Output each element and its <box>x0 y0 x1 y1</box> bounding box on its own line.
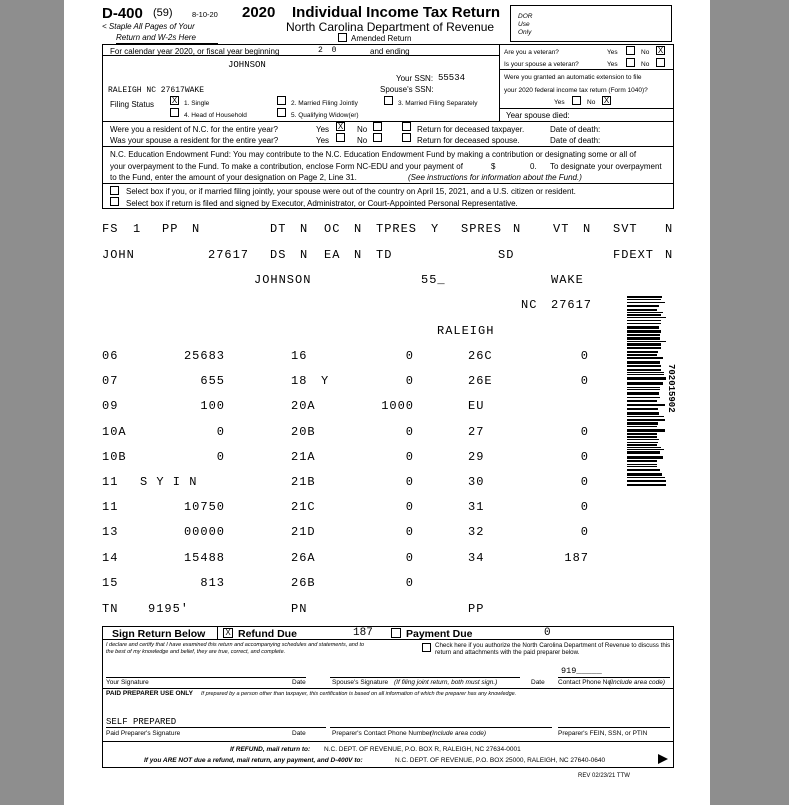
mfj-checkbox[interactable] <box>277 96 286 105</box>
self-prepared-value[interactable]: SELF PREPARED <box>106 717 177 727</box>
line-value: 1000 <box>381 399 414 413</box>
line-number: 21A <box>291 450 316 464</box>
line-number: 14 <box>102 551 119 565</box>
barcode-bar <box>627 447 661 448</box>
barcode-bar <box>627 389 660 390</box>
barcode-bar <box>627 466 657 467</box>
barcode-bar <box>627 347 661 349</box>
authorize-preparer-checkbox[interactable] <box>422 643 431 652</box>
barcode-bar <box>627 433 657 435</box>
fs-mfj-label: 2. Married Filing Jointly <box>291 100 358 107</box>
barcode-bar <box>627 337 660 340</box>
barcode-bar <box>627 296 662 298</box>
line-number: 32 <box>468 525 485 539</box>
amended-label: Amended Return <box>351 34 412 43</box>
line-number: EU <box>468 399 485 413</box>
fs-single-label: 1. Single <box>184 100 210 107</box>
refund-due-label: Refund Due <box>238 628 297 640</box>
extension-no-checkbox[interactable]: X <box>603 96 610 105</box>
barcode-bar <box>627 387 660 388</box>
calendar-year-label: For calendar year 2020, or fiscal year beginning <box>110 47 280 56</box>
barcode-bar <box>627 408 658 410</box>
line-value: 813 <box>200 576 225 590</box>
barcode-bar <box>627 426 657 427</box>
line-value: 10750 <box>183 500 225 514</box>
deceased-sp-label: Return for deceased spouse. <box>417 136 520 145</box>
line-number: 29 <box>468 450 485 464</box>
mfs-checkbox[interactable] <box>384 96 393 105</box>
barcode-bar <box>627 354 657 356</box>
barcode-bar <box>627 480 666 482</box>
line-number: 21B <box>291 475 316 489</box>
barcode-bar <box>627 369 661 371</box>
barcode-bar <box>627 334 660 336</box>
extension-question-2: your 2020 federal income tax return (Form 1040)? <box>504 87 648 94</box>
line-number: 10A <box>102 425 127 439</box>
barcode-bar <box>627 449 664 450</box>
barcode-bar <box>627 305 659 307</box>
veteran-question: Are you a veteran? <box>504 49 559 56</box>
barcode-bar <box>627 460 657 462</box>
ending-label: and ending <box>370 47 410 56</box>
line-number: 16 <box>291 349 308 363</box>
barcode-bar <box>627 377 666 380</box>
line-number: 26C <box>468 349 493 363</box>
barcode-bar <box>627 343 661 346</box>
staple-note-2: Return and W-2s Here <box>116 33 196 42</box>
spouse-resident-yes-checkbox[interactable] <box>336 133 345 142</box>
payment-due-label: Payment Due <box>406 628 473 640</box>
out-of-country-checkbox[interactable] <box>110 186 119 195</box>
line-value: 25683 <box>183 349 225 363</box>
line-number: 21D <box>291 525 316 539</box>
barcode-bar <box>627 469 660 471</box>
barcode-bar <box>627 412 659 415</box>
deceased-tp-label: Return for deceased taxpayer. <box>417 125 525 134</box>
barcode-bar <box>627 416 664 417</box>
line-value: 0 <box>405 349 414 363</box>
dor-use-box: DOR Use Only <box>510 5 672 42</box>
line-number: 20B <box>291 425 316 439</box>
spouse-resident-no-checkbox[interactable] <box>373 133 382 142</box>
line-value: 0 <box>405 576 414 590</box>
refund-due-checkbox[interactable]: X <box>223 628 233 638</box>
line-flag: Y <box>321 374 330 388</box>
form-title: Individual Income Tax Return <box>292 4 501 21</box>
line-number: 26A <box>291 551 316 565</box>
line-value: 0 <box>216 425 225 439</box>
line-number: 07 <box>102 374 119 388</box>
fs-hoh-label: 4. Head of Household <box>184 112 247 119</box>
refund-due-amount[interactable]: 187 <box>353 627 373 639</box>
barcode-bar <box>627 330 661 333</box>
line-value: 0 <box>216 450 225 464</box>
barcode-bar <box>627 351 658 353</box>
barcode-bar <box>627 382 663 385</box>
line-number: 26E <box>468 374 493 388</box>
barcode-icon <box>624 296 670 492</box>
line-value: S Y I N <box>140 475 198 489</box>
resident-no-checkbox[interactable] <box>373 122 382 131</box>
barcode-bar <box>627 451 660 454</box>
authorize-preparer-text: Check here if you authorize the North Carolina Department of Revenue to discuss this return and attachments with the paid preparer below. <box>435 642 671 656</box>
barcode-bar <box>627 473 662 476</box>
barcode-bar <box>627 397 660 398</box>
barcode-bar <box>627 312 663 313</box>
line-value: 0 <box>405 500 414 514</box>
barcode-bar <box>627 436 657 438</box>
barcode-bar <box>627 442 658 443</box>
line-value: 0 <box>580 500 589 514</box>
veteran-yes-checkbox[interactable] <box>626 46 635 55</box>
barcode-bar <box>627 357 663 359</box>
spouse-veteran-no-checkbox[interactable] <box>656 58 665 67</box>
contact-phone-value[interactable]: 919_____ <box>561 666 602 676</box>
fiscal-year-begin[interactable]: 2 0 <box>318 46 339 55</box>
deceased-tp-checkbox[interactable] <box>402 122 411 131</box>
spouse-resident-question: Was your spouse a resident for the entire year? <box>110 136 279 145</box>
line-number: 30 <box>468 475 485 489</box>
dod-tp-label: Date of death: <box>550 125 601 134</box>
line-number: 11 <box>102 500 119 514</box>
address-field[interactable]: RALEIGH NC 27617WAKE <box>108 86 205 95</box>
veteran-no-checkbox[interactable]: X <box>657 46 664 55</box>
line-number: 34 <box>468 551 485 565</box>
spouse-ssn-label: Spouse's SSN: <box>380 85 434 94</box>
widow-checkbox[interactable] <box>277 108 286 117</box>
fs-widow-label: 5. Qualifying Widow(er) <box>291 112 359 119</box>
barcode-bar <box>627 444 657 446</box>
line-value: 0 <box>580 525 589 539</box>
barcode-bar <box>627 341 666 342</box>
line-number: 13 <box>102 525 119 539</box>
line-number: 09 <box>102 399 119 413</box>
line-value: 0 <box>405 450 414 464</box>
barcode-bar <box>627 309 657 311</box>
line-value: 0 <box>405 425 414 439</box>
paid-preparer-label: PAID PREPARER USE ONLY <box>106 690 193 697</box>
line-value: 655 <box>200 374 225 388</box>
line-value: 0 <box>580 425 589 439</box>
line-number: 26B <box>291 576 316 590</box>
sign-return-label: Sign Return Below <box>112 628 206 640</box>
payment-due-checkbox[interactable] <box>391 628 401 638</box>
dept-name: North Carolina Department of Revenue <box>286 20 495 34</box>
spouse-veteran-yes-checkbox[interactable] <box>626 58 635 67</box>
barcode-bar <box>627 456 663 459</box>
barcode-bar <box>627 323 661 324</box>
barcode-bar <box>627 477 665 478</box>
barcode-bar <box>627 422 658 425</box>
fs-mfs-label: 3. Married Filing Separately <box>398 100 478 107</box>
extension-yes-checkbox[interactable] <box>572 96 581 105</box>
amended-checkbox[interactable] <box>338 33 347 42</box>
form-id: D-400 <box>102 5 143 22</box>
tax-form-page: D-400 (59) 8-10-20 2020 Individual Income Tax Return North Carolina Department of Revenue Amended Return < Staple All Pages of Your Return and W-2s Here DOR Use Only For calendar year 2020, or fiscal year beginning 2 0 and ending JOHNSON Your SSN: 55534 Spouse's SSN: RALEIGH NC 27617WAKE Filing Status X 1. Single 2. Married Filing Jointly 3. Married Filing Separately 4. Head of Household 5. Qualifying Widow(er) Are you a veteran? Is your spouse a veteran? Yes No X Yes No Were you granted an automatic extension to file your 2020 federal income tax return (Form 1040)? Yes No X Year spouse died: Were you a resident of N.C. for the entire year? Was your spouse a resident for the entire year? Yes X No Yes No Return for deceased taxpayer. Return for deceased spouse. Date of death: Date of death: N.C. Education Endowment Fund: You may contribute to the N.C. Education Endowment Fund by making a contribution or designating some or all of your overpayment to the Fund. To make a contribution, enclose Form NC-EDU and your payment of $ 0. To designate your overpayment to the Fund, enter the amount of your designation on Page 2, Line 31. (See instructions for information about the Fund.) Select box if you, or if married filing jointly, your spouse were out of the country on April 15, 2021, and a U.S. citizen or resident. Select box if return is filed and signed by Executor, Administrator, or Court-Appointed Personal Representative. FS 1 PP N DT N OC N TPRES Y SPRES N VT N SVT N JOHN 27617 DS N EA N TD SD FDEXT N JOHNSON 55_ WAKE NC 27617 RALEIGH 06 25683 16 0 26C 0 07 655 18 Y 0 26E 0 09 100 20A 1000 EU 10A 0 20B 0 27 0 10B 0 21A 0 29 0 11 S Y I N 21B 0 30 0 11 10750 21C 0 31 0 13 00000 21D 0 32 0 14 15488 26A 0 34 187 15 813 26B 0 TN 9195' PN PP 702015902 Sign Return Below X Refund Due 187 Payment Due 0 I declare and certify that I have examined this return and accompanying schedules and statements, and to the best of my knowledge and belief, they are true, correct, and complete. Check here if you authorize the North Carolina Department of Revenue to discuss this return and attachments with the paid preparer below. 919_____ Your Signature Date Spouse's Signature (If filing joint return, both must sign.) Date Contact Phone No. (Include area code) PAID PREPARER USE ONLY If prepared by a person other than taxpayer, this certification is based on all information of which the preparer has any knowledge. SELF PREPARED Paid Preparer's Signature Date Preparer's Contact Phone Number (Include area code) Preparer's FEIN, SSN, or PTIN If REFUND, mail return to: N.C. DEPT. OF REVENUE, P.O. BOX R, RALEIGH, NC 27634-0001 If you ARE NOT due a refund, mail return, any payment, and D-400V to: N.C. DEPT. OF REVENUE, P.O. BOX 25000, RALEIGH, NC 27640-0640 REV 02/23/21 TTW <box>64 0 710 805</box>
refund-mail-address: N.C. DEPT. OF REVENUE, P.O. BOX R, RALEIGH, NC 27634-0001 <box>324 746 521 753</box>
extension-question-1: Were you granted an automatic extension to file <box>504 74 642 81</box>
out-of-country-label: Select box if you, or if married filing jointly, your spouse were out of the country on April 15, 2021, and a U.S. citizen or resident. <box>126 187 576 196</box>
edu-fund-line-1: N.C. Education Endowment Fund: You may contribute to the N.C. Education Endowment Fund by making a contribution or designating some or all of <box>110 150 637 159</box>
line-number: 20A <box>291 399 316 413</box>
line-number: 27 <box>468 425 485 439</box>
barcode-bar <box>627 439 659 440</box>
form-code: (59) <box>153 7 173 19</box>
line-number: 10B <box>102 450 127 464</box>
line-value: 0 <box>405 475 414 489</box>
line-number: 06 <box>102 349 119 363</box>
line-value: 0 <box>580 374 589 388</box>
barcode-number: 702015902 <box>666 364 676 413</box>
line-value: 0 <box>405 525 414 539</box>
staple-note-1: < Staple All Pages of Your <box>102 22 195 31</box>
barcode-bar <box>627 299 661 300</box>
revision-footer: REV 02/23/21 TTW <box>578 773 630 779</box>
line-value: 15488 <box>183 551 225 565</box>
barcode-bar <box>627 404 665 406</box>
barcode-bar <box>627 374 664 375</box>
line-number: 15 <box>102 576 119 590</box>
line-value: 0 <box>580 349 589 363</box>
line-value: 0 <box>405 551 414 565</box>
spouse-veteran-question: Is your spouse a veteran? <box>504 61 579 68</box>
line-value: 0 <box>580 475 589 489</box>
line-value: 0 <box>580 450 589 464</box>
barcode-bar <box>627 302 665 303</box>
barcode-bar <box>627 372 664 373</box>
arrow-right-icon <box>658 754 668 764</box>
resident-yes-checkbox[interactable]: X <box>337 122 344 131</box>
deceased-sp-checkbox[interactable] <box>402 133 411 142</box>
spouse-died-label: Year spouse died: <box>506 111 570 120</box>
line-number: 31 <box>468 500 485 514</box>
last-name-field[interactable]: JOHNSON <box>228 60 266 70</box>
barcode-bar <box>627 320 661 321</box>
barcode-bar <box>627 317 666 318</box>
executor-label: Select box if return is filed and signed by Executor, Administrator, or Court-Appointed Personal Representative. <box>126 199 518 208</box>
line-value: 0 <box>405 374 414 388</box>
line-value: 187 <box>564 551 589 565</box>
line-value: 00000 <box>183 525 225 539</box>
barcode-bar <box>627 484 666 486</box>
form-revision: 8-10-20 <box>192 10 218 19</box>
edu-fund-line-3: to the Fund, enter the amount of your designation on Page 2, Line 31. <box>110 173 357 182</box>
your-ssn-field[interactable]: 55534 <box>438 73 466 83</box>
edu-amount[interactable]: 0. <box>530 162 537 171</box>
edu-fund-line-2: your overpayment to the Fund. To make a contribution, enclose Form NC-EDU and your payment of <box>110 162 463 171</box>
barcode-bar <box>627 326 659 329</box>
line-number: 21C <box>291 500 316 514</box>
barcode-bar <box>627 419 665 421</box>
barcode-bar <box>627 314 661 316</box>
barcode-bar <box>627 392 659 395</box>
barcode-bar <box>627 429 665 432</box>
tax-year: 2020 <box>242 4 276 21</box>
barcode-bar <box>627 400 657 402</box>
executor-checkbox[interactable] <box>110 197 119 206</box>
declaration-text: I declare and certify that I have examined this return and accompanying schedules and statements, and to the best of my knowledge and belief, they are true, correct, and complete. <box>106 642 365 655</box>
filing-status-label: Filing Status <box>110 100 155 109</box>
your-ssn-label: Your SSN: <box>396 74 434 83</box>
barcode-bar <box>627 361 660 364</box>
single-checkbox[interactable]: X <box>171 96 178 105</box>
resident-question: Were you a resident of N.C. for the entire year? <box>110 125 278 134</box>
line-number: 18 <box>291 374 308 388</box>
dod-sp-label: Date of death: <box>550 136 601 145</box>
barcode-bar <box>627 365 661 367</box>
hoh-checkbox[interactable] <box>170 108 179 117</box>
line-number: 11 <box>102 475 119 489</box>
payment-mail-address: N.C. DEPT. OF REVENUE, P.O. BOX 25000, RALEIGH, NC 27640-0640 <box>395 757 606 764</box>
payment-due-amount[interactable]: 0 <box>544 627 551 639</box>
barcode-bar <box>627 464 657 465</box>
line-value: 100 <box>200 399 225 413</box>
